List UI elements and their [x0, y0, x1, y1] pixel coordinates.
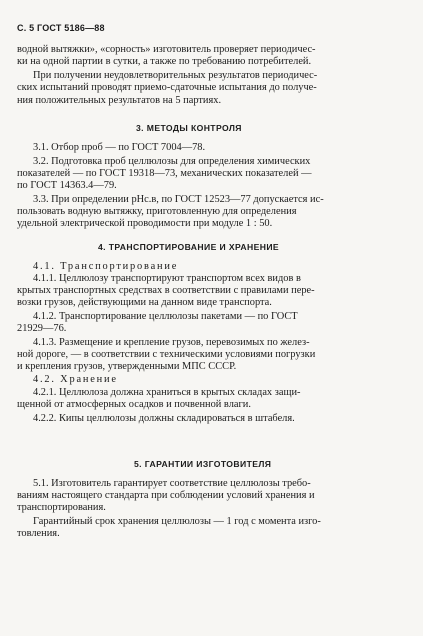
text-line: пользовать водную вытяжку, приготовленную для определения	[17, 206, 297, 217]
section-title: 3. МЕТОДЫ КОНТРОЛЯ	[136, 123, 242, 133]
text-line: показателей — по ГОСТ 19318—73, механических показателей —	[17, 168, 312, 179]
text-line: 3.3. При определении pHс.в, по ГОСТ 12523—77 допускается ис-	[33, 194, 324, 205]
section-title: 5. ГАРАНТИИ ИЗГОТОВИТЕЛЯ	[134, 459, 272, 469]
text-line: 4.1.2. Транспортирование целлюлозы пакетами — по ГОСТ	[33, 311, 298, 322]
text-line: крытых транспортных средствах в соответствии с правилами пере-	[17, 285, 315, 296]
text-line: 5.1. Изготовитель гарантирует соответствие целлюлозы требо-	[33, 478, 311, 489]
text-line: 3.1. Отбор проб — по ГОСТ 7004—78.	[33, 142, 206, 153]
text-line: по ГОСТ 14363.4—79.	[17, 180, 117, 191]
text-line: 3.2. Подготовка проб целлюлозы для определения химических	[33, 156, 311, 167]
text-line: ной дороге, — в соответствии с техническими условиями погрузки	[17, 349, 316, 360]
text-line: При получении неудовлетворительных результатов периодичес-	[33, 70, 318, 81]
text-line: товления.	[17, 528, 60, 539]
text-line: 21929—76.	[17, 323, 67, 334]
text-line: ки на одной партии в сутки, а также по требованию потребителей.	[17, 56, 312, 67]
text-line: возки грузов, действующими на данном виде транспорта.	[17, 297, 272, 308]
text-line: ния положительных результатов на 5 партиях.	[17, 95, 222, 106]
text-line: 4.1.3. Размещение и крепление грузов, перевозимых по желез-	[33, 337, 310, 348]
text-line: удельной электрической проводимости при модуле 1 : 50.	[17, 218, 273, 229]
section-title: 4. ТРАНСПОРТИРОВАНИЕ И ХРАНЕНИЕ	[98, 242, 280, 252]
subsection-title: 4.2. Хранение	[33, 374, 118, 385]
text-line: транспортирования.	[17, 502, 106, 513]
text-line: ваниям настоящего стандарта при соблюдении условий хранения и	[17, 490, 315, 501]
text-line: ских испытаний проводят приемо-сдаточные испытания до получе-	[17, 82, 317, 93]
page-header: С. 5 ГОСТ 5186—88	[17, 23, 105, 33]
text-line: Гарантийный срок хранения целлюлозы — 1 год с момента изго-	[33, 516, 321, 527]
text-line: 4.2.1. Целлюлоза должна храниться в крытых складах защи-	[33, 387, 301, 398]
text-line: 4.1.1. Целлюлозу транспортируют транспортом всех видов в	[33, 273, 301, 284]
text-line: щенной от атмосферных осадков и почвенной влаги.	[17, 399, 251, 410]
text-line: водной вытяжки», «сорность» изготовитель проверяет периодичес-	[17, 44, 316, 55]
subsection-title: 4.1. Транспортирование	[33, 261, 179, 272]
text-line: и крепления грузов, утвержденными МПС СССР.	[17, 361, 237, 372]
text-line: 4.2.2. Кипы целлюлозы должны складироваться в штабеля.	[33, 413, 295, 424]
